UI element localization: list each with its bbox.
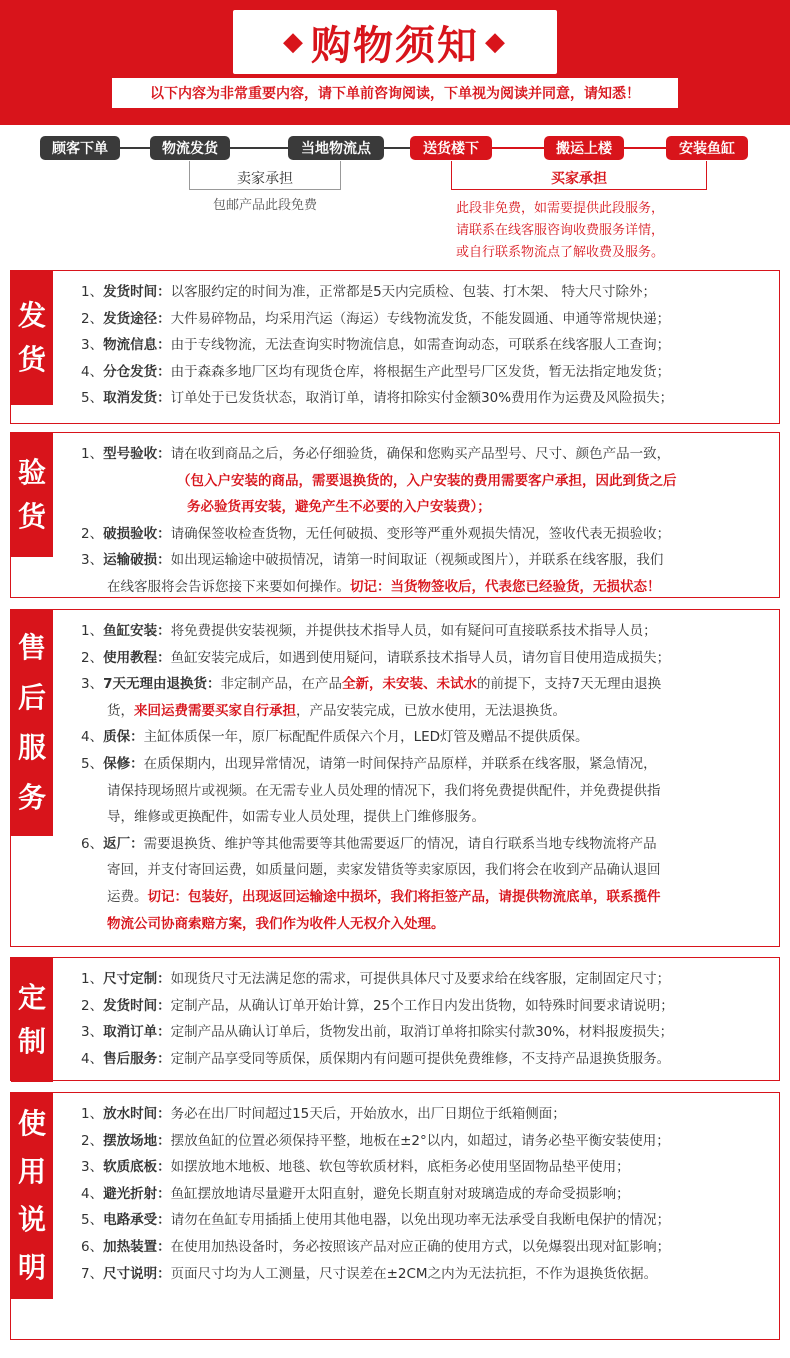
list-item: 1、发货时间：以客服约定的时间为准，正常都是5天内完质检、包装、打木架、 特大尺寸除外； — [81, 284, 656, 300]
list-item: 3、取消订单：定制产品从确认订单后，货物发出前，取消订单将扣除实付款30%，材料报废损失； — [81, 1024, 674, 1041]
page-title — [233, 10, 557, 74]
list-item: 2、发货途径：大件易碎物品，均采用汽运（海运）专线物流发货，不能发圆通、申通等常规快递； — [81, 310, 671, 327]
flow-connector — [384, 147, 410, 149]
flow-connector — [120, 147, 150, 149]
header-banner — [0, 0, 790, 125]
list-item: 4、售后服务：定制产品享受同等质保，质保期内有问题可提供免费维修，不支持产品退换货服务。 — [81, 1050, 671, 1067]
item-list — [81, 1101, 771, 1287]
heading-char: 制 — [17, 1025, 46, 1058]
heading-char: 服 — [17, 731, 46, 764]
diamond-icon: ◆ — [283, 27, 305, 57]
item-list — [81, 279, 771, 412]
section-heading — [11, 1093, 53, 1299]
list-item-continued: 物流公司协商索赔方案，我们作为收件人无权介入处理。 — [107, 915, 445, 932]
section-heading — [11, 610, 53, 836]
item-list — [81, 966, 771, 1072]
list-item: 3、软质底板：如摆放地木地板、地毯、软包等软质材料，底柜务必使用坚固物品垫平使用； — [81, 1159, 630, 1176]
buyer-note-line: 此段非免费，如需要提供此段服务， — [456, 201, 665, 216]
list-item: 6、返厂：需要退换货、维护等其他需要等其他需要返厂的情况，请自行联系当地专线物流将产品 — [81, 835, 657, 852]
list-item: 2、发货时间：定制产品，从确认订单开始计算，25个工作日内发出货物，如特殊时间要求请说明； — [81, 997, 674, 1014]
section-after-sales — [10, 609, 780, 947]
list-item: 1、放水时间：务必在出厂时间超过15天后，开始放水，出厂日期位于纸箱侧面； — [81, 1106, 566, 1122]
heading-char: 货 — [17, 500, 46, 533]
section-heading — [11, 958, 53, 1082]
list-item-continued: 请保持现场照片或视频。在无需专业人员处理的情况下，我们将免费提供配件，并免费提供指 — [107, 782, 661, 799]
flow-connector — [230, 147, 288, 149]
list-item-continued: （包入户安装的商品，需要退换货的，入户安装的费用需要客户承担，因此到货之后 — [177, 472, 677, 489]
list-item-continued: 在线客服将会告诉您接下来要如何操作。切记：当货物签收后，代表您已经验货，无损状态！ — [107, 578, 661, 595]
list-item-continued: 务必验货再安装，避免产生不必要的入户安装费）； — [187, 499, 491, 516]
list-item: 2、使用教程：鱼缸安装完成后，如遇到使用疑问，请联系技术指导人员，请勿盲目使用造成损失； — [81, 649, 671, 666]
list-item-continued: 货，来回运费需要买家自行承担，产品安装完成，已放水使用，无法退换货。 — [107, 702, 566, 719]
item-list — [81, 441, 771, 601]
diamond-icon: ◆ — [485, 27, 507, 57]
list-item: 3、物流信息：由于专线物流，无法查询实时物流信息，如需查询动态，可联系在线客服人工查询； — [81, 337, 671, 354]
buyer-note-line: 或自行联系物流点了解收费及服务。 — [456, 245, 665, 260]
list-item: 3、运输破损：如出现运输途中破损情况，请第一时间取证（视频或图片），并联系在线客服，我们 — [81, 552, 664, 569]
heading-char: 明 — [17, 1251, 46, 1284]
seller-note: 包邮产品此段免费 — [212, 198, 317, 213]
heading-char: 务 — [17, 781, 46, 814]
list-item-continued: 导，维修或更换配件，如需专业人员处理，提供上门维修服务。 — [107, 809, 485, 826]
list-item: 6、加热装置：在使用加热设备时，务必按照该产品对应正确的使用方式，以免爆裂出现对缸影响； — [81, 1238, 671, 1255]
list-item: 4、避光折射：鱼缸摆放地请尽量避开太阳直射，避免长期直射对玻璃造成的寿命受损影响； — [81, 1185, 630, 1202]
item-list — [81, 618, 771, 937]
heading-char: 后 — [17, 681, 46, 714]
list-item: 4、质保：主缸体质保一年，原厂标配配件质保六个月，LED灯管及赠品不提供质保。 — [81, 729, 589, 746]
list-item: 5、取消发货：订单处于已发货状态，取消订单，请将扣除实付金额30%费用作为运费及风险损失； — [81, 390, 674, 407]
list-item-continued: 寄回，并支付寄回运费，如质量问题，卖家发错货等卖家原因，我们将会在收到产品确认退回 — [107, 862, 661, 879]
list-item: 1、鱼缸安装：将免费提供安装视频，并提供技术指导人员，如有疑问可直接联系技术指导人员； — [81, 623, 657, 639]
heading-char: 货 — [17, 343, 46, 376]
list-item: 2、破损验收：请确保签收检查货物，无任何破损、变形等严重外观损失情况，签收代表无损验收； — [81, 525, 671, 542]
flow-step-deliver: 送货楼下 — [410, 136, 492, 160]
list-item: 5、保修：在质保期内，出现异常情况，请第一时间保持产品原样，并联系在线客服，紧急情况， — [81, 755, 657, 772]
buyer-note-line: 请联系在线客服咨询收费服务详情， — [456, 223, 665, 238]
section-inspection — [10, 432, 780, 598]
list-item: 1、尺寸定制：如现货尺寸无法满足您的需求，可提供具体尺寸及要求给在线客服，定制固定尺寸； — [81, 971, 671, 987]
flow-step-install: 安装鱼缸 — [666, 136, 748, 160]
list-item: 1、型号验收：请在收到商品之后，务必仔细验货，确保和您购买产品型号、尺寸、颜色产品一致， — [81, 446, 671, 462]
flow-step-local: 当地物流点 — [288, 136, 384, 160]
heading-char: 售 — [17, 631, 46, 664]
heading-char: 定 — [17, 981, 46, 1014]
section-usage — [10, 1092, 780, 1340]
heading-char: 发 — [17, 299, 46, 332]
buyer-label: 买家承担 — [551, 171, 607, 187]
list-item: 7、尺寸说明：页面尺寸均为人工测量，尺寸误差在±2CM之内为无法抗拒，不作为退换货依据。 — [81, 1265, 658, 1282]
list-item: 3、7天无理由退换货：非定制产品，在产品全新，未安装、未试水的前提下，支持7天无理由退换 — [81, 676, 662, 693]
page-title-text: 购物须知 — [311, 22, 479, 69]
list-item: 5、电路承受：请勿在鱼缸专用插插上使用其他电器，以免出现功率无法承受自我断电保护的情况； — [81, 1212, 671, 1229]
section-heading — [11, 271, 53, 405]
list-item: 4、分仓发货：由于森森多地厂区均有现货仓库，将根据生产此型号厂区发货，暂无法指定地发货； — [81, 363, 671, 380]
section-customization — [10, 957, 780, 1081]
list-item: 2、摆放场地：摆放鱼缸的位置必须保持平整，地板在±2°以内，如超过，请务必垫平衡安装使用； — [81, 1132, 670, 1149]
heading-char: 验 — [17, 456, 46, 489]
heading-char: 使 — [17, 1107, 46, 1140]
heading-char: 用 — [17, 1155, 46, 1188]
seller-label: 卖家承担 — [237, 171, 293, 187]
heading-char: 说 — [17, 1203, 46, 1236]
flow-step-ship: 物流发货 — [150, 136, 230, 160]
section-heading — [11, 433, 53, 557]
flow-connector — [492, 147, 544, 149]
list-item-continued: 运费。切记：包装好，出现返回运输途中损坏，我们将拒签产品，请提供物流底单，联系揽件 — [107, 888, 661, 905]
flow-step-order: 顾客下单 — [40, 136, 120, 160]
section-shipping — [10, 270, 780, 424]
notice-bar: 以下内容为非常重要内容，请下单前咨询阅读，下单视为阅读并同意，请知悉！ — [112, 78, 678, 108]
flow-connector — [624, 147, 666, 149]
flow-step-carry: 搬运上楼 — [544, 136, 624, 160]
